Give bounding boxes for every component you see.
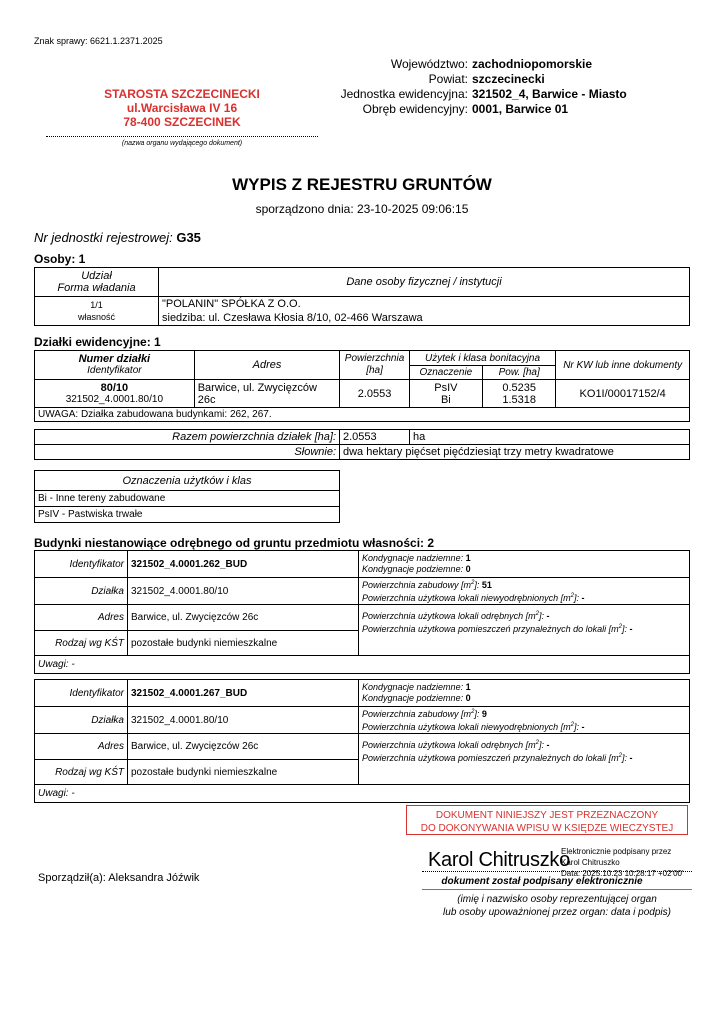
usable-non-label: Powierzchnia użytkowa lokali niewyodrębnionych [m (362, 722, 571, 732)
building-1-floors (359, 551, 690, 578)
built-area-label: Powierzchnia zabudowy [m (362, 709, 472, 719)
issuer-caption: (nazwa organu wydającego dokument) (121, 140, 243, 147)
voivodeship-label: Województwo: (390, 57, 468, 71)
unit-value: 321502_4, Barwice - Miasto (472, 87, 627, 101)
floors-below-label: Kondygnacje podziemne: (362, 693, 464, 703)
precinct-label: Obręb ewidencyjny: (362, 102, 468, 116)
persons-header-data: Dane osoby fizycznej / instytucji (159, 268, 690, 297)
building-2-floors-below: 0 (465, 693, 471, 703)
plots-header-pow: Pow. [ha] (483, 366, 556, 380)
plots-total-table (34, 429, 690, 460)
building-2-usable: Powierzchnia użytkowa lokali odrębnych $[m^2]$: - Powierzchnia użytkowa pomieszczeń przynależnych do lokali $[m^2]$: - (359, 734, 690, 785)
persons-table (34, 267, 690, 326)
building-table-1 (34, 550, 690, 674)
floors-above-label: Kondygnacje nadziemne: (362, 682, 464, 692)
usable-aux-label: Powierzchnia użytkowa pomieszczeń przynależnych do lokali [m (362, 624, 619, 634)
usable-sep-label: Powierzchnia użytkowa lokali odrębnych [m (362, 611, 536, 621)
building-2-id-row (35, 680, 690, 707)
building-1-id-label: Identyfikator (35, 551, 128, 578)
plot-note-row (35, 408, 690, 422)
header-share-2: Forma władania (57, 282, 136, 294)
issuer-dotted-line (46, 136, 318, 137)
legend-header: Oznaczenia użytków i klas (35, 471, 340, 491)
plot-mark-1: PsIV (434, 381, 458, 394)
precinct-value: 0001, Barwice 01 (472, 102, 569, 116)
building-1-plot: 321502_4.0001.80/10 (128, 578, 359, 605)
built-area-label: Powierzchnia zabudowy [m (362, 580, 472, 590)
header-share-1: Udział (81, 270, 112, 282)
building-2-usable-non: - (581, 722, 585, 732)
plot-id: 321502_4.0001.80/10 (65, 393, 164, 405)
plot-pow-2: 1.5318 (502, 393, 536, 406)
plots-header-row-1 (35, 351, 690, 366)
plots-header-area (340, 351, 409, 380)
signature-info-3: Data: 2025.10.23 10:28:17 +02'00' (561, 869, 684, 878)
unit-reg-value: G35 (176, 230, 201, 245)
buildings-heading: Budynki niestanowiące odrębnego od gruntu przedmiotu własności: 2 (34, 536, 435, 550)
sup-2: 2 (618, 753, 622, 759)
building-1-floors-above: 1 (465, 553, 471, 563)
building-1-notes: Uwagi: - (35, 656, 690, 674)
issuer-line-1: STAROSTA SZCZECINECKI (104, 87, 260, 101)
building-1-usable-non: - (581, 593, 585, 603)
signature-signed-note: dokument został podpisany elektronicznie (441, 876, 643, 887)
legend-header-row (35, 471, 340, 491)
plots-header-address: Adres (194, 351, 340, 380)
plot-area: 2.0553 (340, 380, 409, 408)
signature-dotted-line (422, 871, 692, 872)
sup-2: 2 (618, 624, 622, 630)
signature-info (561, 846, 684, 879)
building-2-id-label: Identyfikator (35, 680, 128, 707)
persons-header-row (35, 268, 690, 297)
persons-row (35, 297, 690, 326)
floors-below-label: Kondygnacje podziemne: (362, 564, 464, 574)
case-number: Znak sprawy: 6621.1.2371.2025 (34, 36, 163, 46)
plot-mark-cell (409, 380, 482, 408)
plots-header-kw: Nr KW lub inne dokumenty (556, 351, 690, 380)
kw-stamp (406, 805, 688, 835)
plots-table (34, 350, 690, 422)
building-2-usable-aux: - (629, 753, 633, 763)
person-seat: siedziba: ul. Czesława Kłosia 8/10, 02-466 Warszawa (162, 312, 423, 324)
building-1-usable-aux: - (629, 624, 633, 634)
legend-table (34, 470, 340, 523)
building-2-kind: pozostałe budynki niemieszkalne (128, 760, 359, 785)
legend-bi: Bi - Inne tereny zabudowane (35, 491, 340, 507)
signature-caption-2: lub osoby upoważnionej przez organ: data i podpis) (443, 907, 671, 918)
person-data-cell (159, 297, 690, 326)
unit-reg-row (34, 230, 201, 245)
building-1-addr: Barwice, ul. Zwycięzców 26c (128, 605, 359, 631)
plot-number-cell (35, 380, 195, 408)
signature-underline (422, 889, 692, 890)
building-1-id: 321502_4.0001.262_BUD (128, 551, 359, 578)
plot-kw: KO1I/00017152/4 (556, 380, 690, 408)
plot-address: Barwice, ul. Zwycięzców 26c (194, 380, 340, 408)
legend-row-1 (35, 491, 340, 507)
legend-psiv: PsIV - Pastwiska trwałe (35, 507, 340, 523)
voivodeship-value: zachodniopomorskie (472, 57, 593, 71)
building-1-id-row (35, 551, 690, 578)
building-2-id: 321502_4.0001.267_BUD (128, 680, 359, 707)
sup-2: 2 (570, 722, 574, 728)
building-2-addr-label: Adres (35, 734, 128, 760)
usable-non-label: Powierzchnia użytkowa lokali niewyodrębnionych [m (362, 593, 571, 603)
building-2-plot-label: Działka (35, 707, 128, 734)
signature-name: Karol Chitruszko (428, 849, 570, 871)
plots-header-number (35, 351, 195, 380)
plots-total-unit: ha (410, 430, 690, 445)
building-1-usable-sep: - (546, 611, 550, 621)
sup-2: 2 (535, 611, 539, 617)
unit-label: Jednostka ewidencyjna: (340, 87, 468, 101)
building-2-floors-above: 1 (465, 682, 471, 692)
stamp-line-2: DO DOKONYWANIA WPISU W KSIĘDZE WIECZYSTEJ (420, 823, 674, 834)
issuer-line-2: ul.Warcisława IV 16 (126, 101, 238, 115)
sup-2: 2 (570, 593, 574, 599)
signature-caption (422, 893, 692, 919)
building-2-plot: 321502_4.0001.80/10 (128, 707, 359, 734)
plot-note: UWAGA: Działka zabudowana budynkami: 262, 267. (35, 408, 690, 422)
header-area-2: [ha] (366, 365, 383, 376)
plots-words-label: Słownie: (35, 445, 340, 460)
building-1-plot-label: Działka (35, 578, 128, 605)
building-2-built-area: 9 (481, 709, 487, 719)
building-2-notes: Uwagi: - (35, 785, 690, 803)
building-1-addr-label: Adres (35, 605, 128, 631)
plots-heading: Działki ewidencyjne: 1 (34, 335, 161, 349)
header-plot-number: Numer działki (78, 353, 151, 365)
location-block (300, 57, 720, 117)
signature-info-2: Karol Chitruszko (561, 858, 620, 867)
person-name: "POLANIN" SPÓŁKA Z O.O. (162, 298, 301, 310)
plot-pow-1: 0.5235 (502, 381, 536, 394)
building-2-notes-row (35, 785, 690, 803)
plot-row (35, 380, 690, 408)
plot-mark-2: Bi (440, 393, 451, 406)
building-2-floors (359, 680, 690, 707)
sup-2: 2 (471, 709, 475, 715)
plots-words-row (35, 445, 690, 460)
building-2-addr: Barwice, ul. Zwycięzców 26c (128, 734, 359, 760)
county-value: szczecinecki (472, 72, 545, 86)
plots-total-value: 2.0553 (340, 430, 410, 445)
plots-total-label: Razem powierzchnia działek [ha]: (35, 430, 340, 445)
plots-header-use: Użytek i klasa bonitacyjna (409, 351, 556, 366)
header-plot-id: Identyfikator (87, 365, 142, 376)
building-2-kind-label: Rodzaj wg KŚT (35, 760, 128, 785)
header-area-1: Powierzchnia (344, 353, 405, 364)
unit-reg-label: Nr jednostki rejestrowej: (34, 230, 173, 245)
building-1-floors-below: 0 (465, 564, 471, 574)
persons-header-share (35, 268, 159, 297)
sup-2: 2 (471, 580, 475, 586)
signature-caption-1: (imię i nazwisko osoby reprezentującej organ (457, 894, 657, 905)
plot-pow-cell (483, 380, 556, 408)
building-2-addr-row (35, 734, 690, 760)
document-title: WYPIS Z REJESTRU GRUNTÓW (232, 175, 492, 194)
building-1-areas: Powierzchnia zabudowy $[m^2]$: 51 Powierzchnia użytkowa lokali niewyodrębnionych $[m^2]$: - (359, 578, 690, 605)
building-1-notes-row (35, 656, 690, 674)
issuer-line-3: 78-400 SZCZECINEK (123, 115, 241, 129)
building-2-usable-sep: - (546, 740, 550, 750)
plots-words-value: dwa hektary pięćset pięćdziesiąt trzy metry kwadratowe (340, 445, 690, 460)
issuer-block (60, 87, 304, 129)
date-line: sporządzono dnia: 23-10-2025 09:06:15 (255, 202, 469, 216)
prepared-by: Sporządził(a): Aleksandra Jóźwik (38, 872, 200, 884)
sup-2: 2 (535, 740, 539, 746)
person-form: własność (77, 312, 115, 322)
person-share: 1/1 (90, 300, 103, 310)
persons-heading: Osoby: 1 (34, 252, 86, 266)
person-share-cell (35, 297, 159, 326)
signature-info-1: Elektronicznie podpisany przez (561, 847, 672, 856)
plots-header-mark: Oznaczenie (409, 366, 482, 380)
usable-aux-label: Powierzchnia użytkowa pomieszczeń przynależnych do lokali [m (362, 753, 619, 763)
building-1-plot-row (35, 578, 690, 605)
usable-sep-label: Powierzchnia użytkowa lokali odrębnych [m (362, 740, 536, 750)
legend-row-2 (35, 507, 340, 523)
stamp-line-1: DOKUMENT NINIEJSZY JEST PRZEZNACZONY (435, 810, 659, 821)
plot-number: 80/10 (100, 381, 129, 394)
building-table-2 (34, 679, 690, 803)
building-2-plot-row (35, 707, 690, 734)
floors-above-label: Kondygnacje nadziemne: (362, 553, 464, 563)
building-2-areas: Powierzchnia zabudowy $[m^2]$: 9 Powierzchnia użytkowa lokali niewyodrębnionych $[m^2]$: - (359, 707, 690, 734)
building-1-built-area: 51 (481, 580, 492, 590)
building-1-kind-label: Rodzaj wg KŚT (35, 631, 128, 656)
plots-total-row (35, 430, 690, 445)
building-1-addr-row (35, 605, 690, 631)
county-label: Powiat: (428, 72, 468, 86)
building-1-kind: pozostałe budynki niemieszkalne (128, 631, 359, 656)
building-1-usable: Powierzchnia użytkowa lokali odrębnych $[m^2]$: - Powierzchnia użytkowa pomieszczeń przynależnych do lokali $[m^2]$: - (359, 605, 690, 656)
